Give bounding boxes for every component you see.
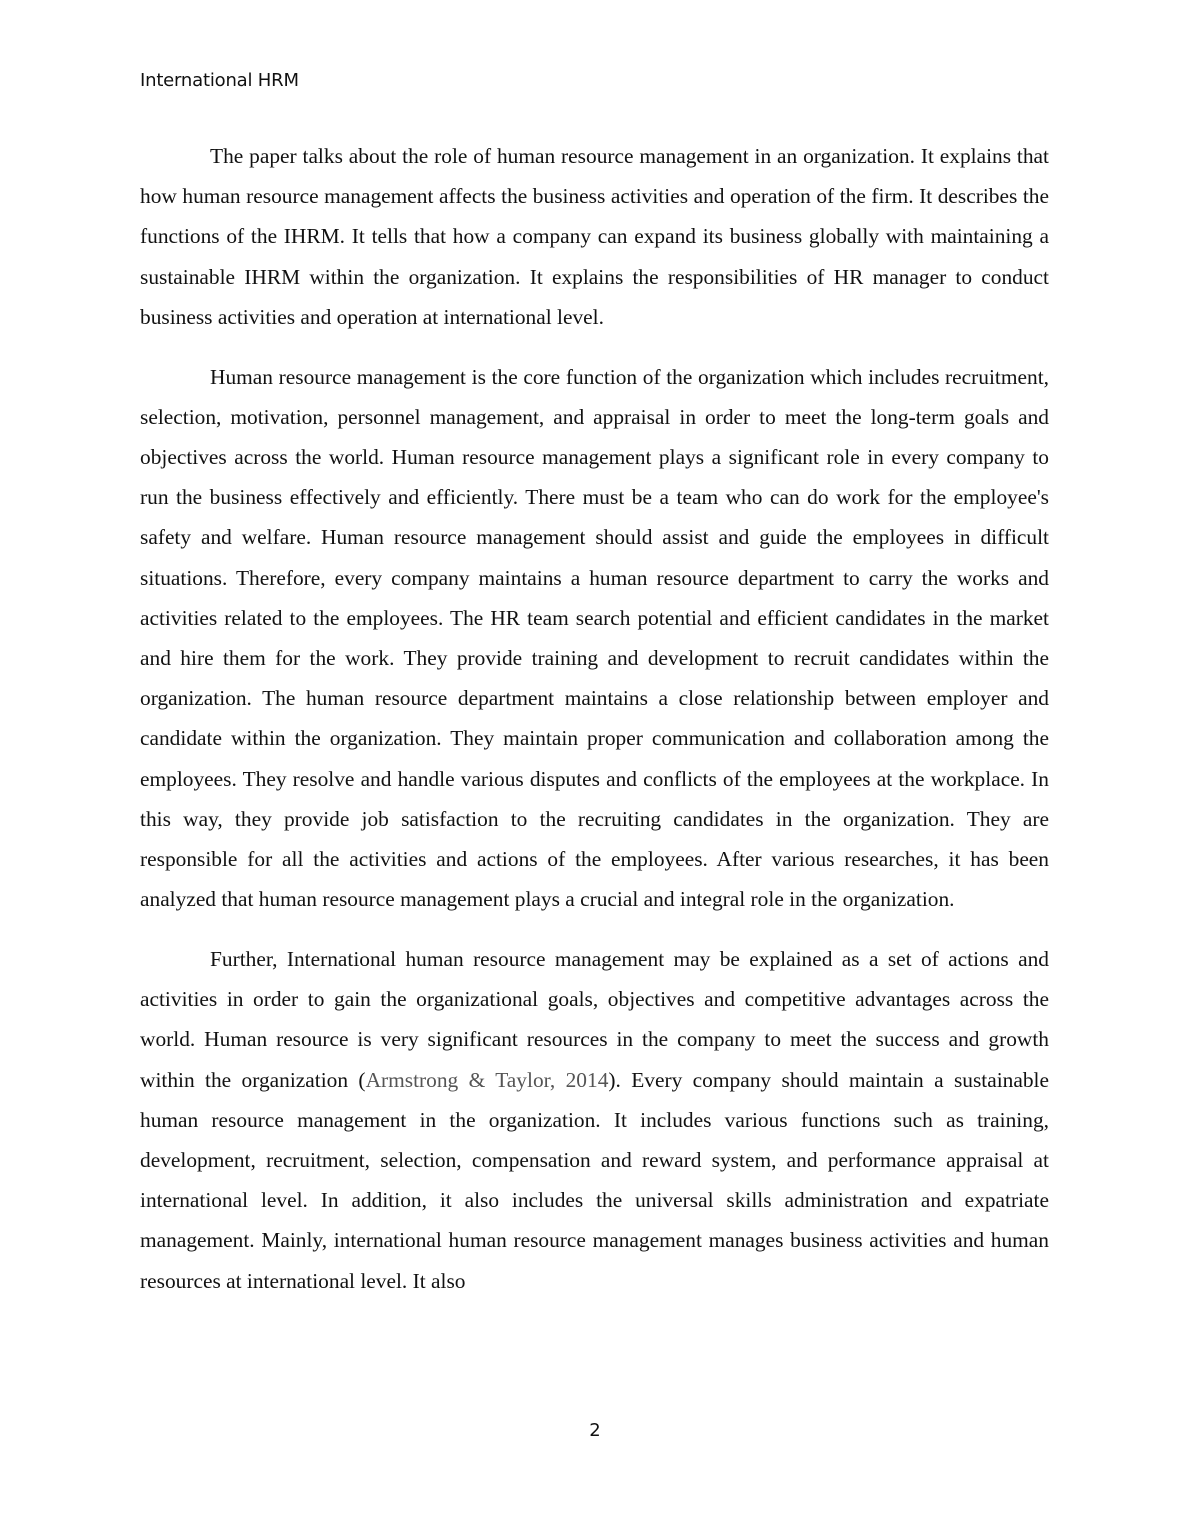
paragraph-text-after-citation: ). Every company should maintain a sustainable human resource management in the organization. It includes various functions such as training, development, recruitment, selection, compensation and reward system, and performance appraisal at international level. In addition, it also includes the universal skills administration and expatriate management. Mainly, international human resource management manages business activities and human resources at international level. It also — [140, 1067, 1049, 1293]
document-body — [140, 136, 1049, 1320]
citation-armstrong-taylor: Armstrong & Taylor, 2014 — [365, 1067, 609, 1092]
paragraph-text-before-citation: Further, International human resource management may be explained as a set of actions and activities in order to gain the organizational goals, objectives and competitive advantages across the world. Human resource is very significant resources in the company to meet the success and growth within the organization ( — [140, 947, 1049, 1092]
page-number: 2 — [589, 1420, 601, 1441]
paragraph-hrm-core-function: Human resource management is the core function of the organization which includes recruitment, selection, motivation, personnel management, and appraisal in order to meet the long-term goals and objectives across the world. Human resource management plays a significant role in every company to run the business effectively and efficiently. There must be a team who can do work for the employee's safety and welfare. Human resource management should assist and guide the employees in difficult situations. Therefore, every company maintains a human resource department to carry the works and activities related to the employees. The HR team search potential and efficient candidates in the market and hire them for the work. They provide training and development to recruit candidates within the organization. The human resource department maintains a close relationship between employer and candidate within the organization. They maintain proper communication and collaboration among the employees. They resolve and handle various disputes and conflicts of the employees at the workplace. In this way, they provide job satisfaction to the recruiting candidates in the organization. They are responsible for all the activities and actions of the employees. After various researches, it has been analyzed that human resource management plays a crucial and integral role in the organization. — [140, 364, 1049, 912]
paragraph-intro: The paper talks about the role of human resource management in an organization. It explains that how human resource management affects the business activities and operation of the firm. It describes the functions of the IHRM. It tells that how a company can expand its business globally with maintaining a sustainable IHRM within the organization. It explains the responsibilities of HR manager to conduct business activities and operation at international level. — [140, 144, 1049, 329]
running-header-title: International HRM — [140, 70, 299, 91]
paragraph-ihrm-definition — [140, 939, 1049, 1301]
